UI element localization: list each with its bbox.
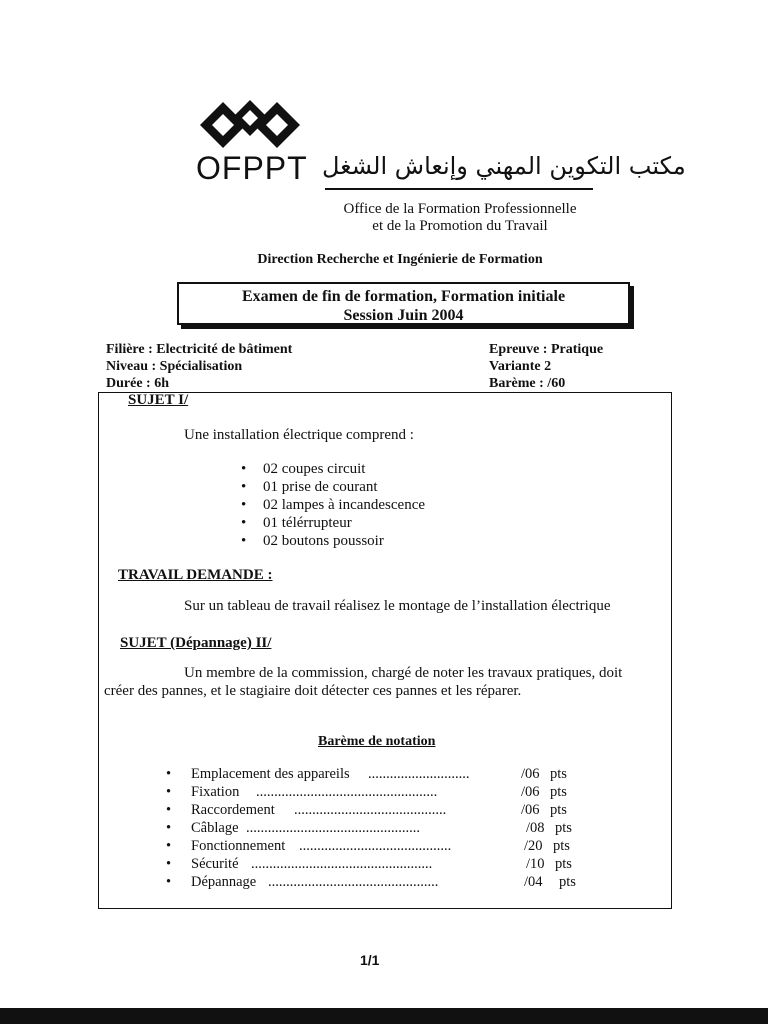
ofppt-logo-icon xyxy=(196,96,304,154)
bullet-icon: • xyxy=(241,533,247,549)
bullet-icon: • xyxy=(241,515,247,531)
variante: Variante 2 xyxy=(489,359,552,374)
travail-text: Sur un tableau de travail réalisez le montage de l’installation électrique xyxy=(184,598,611,614)
bullet-icon: • xyxy=(166,874,172,890)
sujet1-heading: SUJET I/ xyxy=(128,392,189,408)
list-item: • 02 boutons poussoir xyxy=(241,533,384,549)
bullet-icon: • xyxy=(166,856,172,872)
score-row: • Emplacement des appareils ............................ /06 pts xyxy=(166,766,567,782)
bareme-total: Barème : /60 xyxy=(489,376,566,391)
bullet-icon: • xyxy=(166,802,172,818)
bullet-icon: • xyxy=(166,766,172,782)
duree: Durée : 6h xyxy=(106,376,169,391)
bullet-icon: • xyxy=(241,497,247,513)
bullet-icon: • xyxy=(166,784,172,800)
exam-title: Examen de fin de formation, Formation initiale xyxy=(241,288,566,305)
score-row: • Fixation .................................................. /06 pts xyxy=(166,784,567,800)
arabic-organization-name: مكتب التكوين المهني وإنعاش الشغل xyxy=(322,152,686,180)
score-row: • Sécurité .................................................. /10 pts xyxy=(166,856,572,872)
direction-title: Direction Recherche et Ingénierie de Formation xyxy=(257,252,543,267)
bullet-icon: • xyxy=(241,479,247,495)
score-row: • Raccordement .......................................... /06 pts xyxy=(166,802,567,818)
header-divider xyxy=(325,188,593,190)
exam-title-box xyxy=(177,282,630,325)
list-item: • 02 coupes circuit xyxy=(241,461,366,477)
niveau: Niveau : Spécialisation xyxy=(106,359,243,374)
office-name-line-2: et de la Promotion du Travail xyxy=(372,218,548,234)
score-row: • Câblage ................................................ /08 pts xyxy=(166,820,572,836)
travail-heading: TRAVAIL DEMANDE : xyxy=(118,567,273,583)
logo-text: OFPPT xyxy=(196,150,308,186)
list-item: • 02 lampes à incandescence xyxy=(241,497,426,513)
bullet-icon: • xyxy=(166,820,172,836)
scan-edge-bar xyxy=(0,1008,768,1024)
page-number: 1/1 xyxy=(360,952,380,968)
sujet2-line-1: Un membre de la commission, chargé de noter les travaux pratiques, doit xyxy=(184,665,623,681)
sujet2-heading: SUJET (Dépannage) II/ xyxy=(120,635,272,651)
epreuve: Epreuve : Pratique xyxy=(489,342,604,357)
list-item: • 01 prise de courant xyxy=(241,479,378,495)
exam-session: Session Juin 2004 xyxy=(343,307,464,324)
office-name-line-1: Office de la Formation Professionnelle xyxy=(343,201,577,217)
filiere: Filière : Electricité de bâtiment xyxy=(106,342,293,357)
score-row: • Dépannage ............................................... /04 pts xyxy=(166,874,576,890)
score-row: • Fonctionnement .......................................... /20 pts xyxy=(166,838,570,854)
sujet2-line-2: créer des pannes, et le stagiaire doit détecter ces pannes et les réparer. xyxy=(104,683,522,699)
bullet-icon: • xyxy=(241,461,247,477)
list-item: • 01 télérrupteur xyxy=(241,515,352,531)
component-list xyxy=(241,460,426,550)
bullet-icon: • xyxy=(166,838,172,854)
sujet1-intro: Une installation électrique comprend : xyxy=(184,427,414,443)
bareme-heading: Barème de notation xyxy=(318,734,436,749)
